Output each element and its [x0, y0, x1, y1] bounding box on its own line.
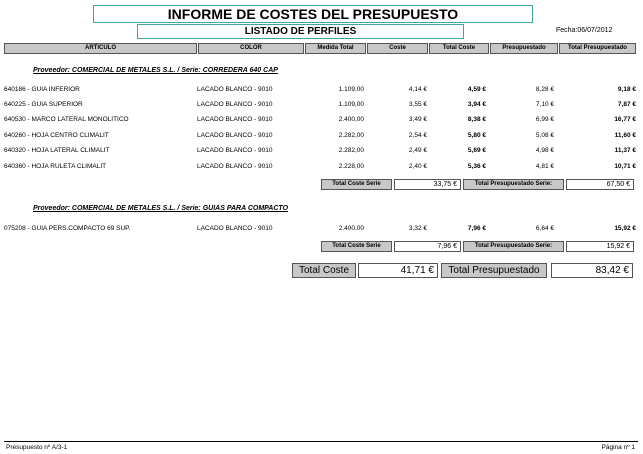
cell-coste: 3,55 €: [408, 101, 427, 108]
header-coste: Coste: [367, 43, 428, 54]
cell-presupuestado: 7,10 €: [535, 101, 554, 108]
total-coste-label: Total Coste: [292, 263, 356, 278]
cell-total-presupuestado: 10,71 €: [614, 163, 636, 170]
proveedor-heading: Proveedor: COMERCIAL DE METALES S.L. / Serie: CORREDERA 640 CAP: [33, 67, 278, 74]
cell-total-coste: 3,94 €: [467, 101, 486, 108]
total-presupuestado-serie-value: 15,92 €: [566, 241, 634, 252]
cell-coste: 2,54 €: [408, 132, 427, 139]
cell-total-presupuestado: 9,18 €: [617, 86, 636, 93]
cell-medida: 2.228,00: [338, 163, 364, 170]
cell-presupuestado: 4,81 €: [535, 163, 554, 170]
footer-divider: [4, 441, 638, 442]
cell-coste: 2,40 €: [408, 163, 427, 170]
header-total-coste: Total Coste: [429, 43, 489, 54]
cell-color: LACADO BLANCO - 9010: [197, 86, 273, 93]
cell-medida: 2.400,00: [338, 116, 364, 123]
cell-articulo: 640260 - HOJA CENTRO CLIMALIT: [4, 132, 109, 139]
total-presupuestado-value: 83,42 €: [551, 263, 633, 278]
cell-total-coste: 8,38 €: [467, 116, 486, 123]
footer-pagina: Página nº 1: [601, 444, 635, 451]
header-presupuestado: Presupuestado: [490, 43, 558, 54]
total-presupuestado-serie-label: Total Presupuestado Serie:: [463, 179, 564, 190]
total-presupuestado-label: Total Presupuestado: [441, 263, 547, 278]
cell-total-coste: 7,96 €: [467, 225, 486, 232]
cell-color: LACADO BLANCO - 9010: [197, 116, 273, 123]
proveedor-heading: Proveedor: COMERCIAL DE METALES S.L. / Serie: GUIAS PARA COMPACTO: [33, 205, 289, 212]
cell-presupuestado: 8,28 €: [535, 86, 554, 93]
cell-color: LACADO BLANCO - 9010: [197, 101, 273, 108]
cell-articulo: 075208 - GUIA PERS.COMPACTO 69 SUP.: [4, 225, 131, 232]
table-row: [4, 101, 638, 111]
header-medida-total: Medida Total: [305, 43, 366, 54]
cell-medida: 1.109,00: [338, 101, 364, 108]
total-coste-serie-value: 7,96 €: [394, 241, 461, 252]
table-row: [4, 147, 638, 157]
cell-color: LACADO BLANCO - 9010: [197, 225, 273, 232]
table-row: [4, 163, 638, 173]
header-articulo: ARTICULO: [4, 43, 197, 54]
cell-color: LACADO BLANCO - 9010: [197, 132, 273, 139]
header-total-presupuestado: Total Presupuestado: [559, 43, 636, 54]
cell-presupuestado: 6,99 €: [535, 116, 554, 123]
cell-presupuestado: 5,08 €: [535, 132, 554, 139]
table-row: [4, 225, 638, 235]
cell-medida: 1.109,00: [338, 86, 364, 93]
total-coste-serie-value: 33,75 €: [394, 179, 461, 190]
footer-presupuesto: Presupuesto nº A/3-1: [6, 444, 68, 451]
cell-coste: 4,14 €: [408, 86, 427, 93]
total-presupuestado-serie-label: Total Presupuestado Serie:: [463, 241, 564, 252]
header-color: COLOR: [198, 43, 304, 54]
table-row: [4, 132, 638, 142]
cell-total-coste: 5,69 €: [467, 147, 486, 154]
cell-color: LACADO BLANCO - 9010: [197, 147, 273, 154]
column-header-row: [4, 43, 638, 54]
table-row: [4, 116, 638, 126]
cell-articulo: 640225 - GUIA SUPERIOR: [4, 101, 83, 108]
cell-color: LACADO BLANCO - 9010: [197, 163, 273, 170]
cell-total-coste: 5,80 €: [467, 132, 486, 139]
total-presupuestado-serie-value: 67,50 €: [566, 179, 634, 190]
report-title: INFORME DE COSTES DEL PRESUPUESTO: [93, 5, 533, 23]
cell-presupuestado: 6,64 €: [535, 225, 554, 232]
total-coste-serie-label: Total Coste Serie: [321, 179, 392, 190]
cell-medida: 2.282,00: [338, 147, 364, 154]
total-coste-value: 41,71 €: [358, 263, 438, 278]
cell-total-coste: 5,36 €: [467, 163, 486, 170]
cell-articulo: 640186 - GUIA INFERIOR: [4, 86, 80, 93]
cell-total-presupuestado: 7,87 €: [617, 101, 636, 108]
cell-total-presupuestado: 11,37 €: [614, 147, 636, 154]
cell-presupuestado: 4,98 €: [535, 147, 554, 154]
cell-articulo: 640530 - MARCO LATERAL MONOLITICO: [4, 116, 129, 123]
cell-medida: 2.282,00: [338, 132, 364, 139]
cell-articulo: 640360 - HOJA RULETA CLIMALIT: [4, 163, 107, 170]
report-date: Fecha:06/07/2012: [556, 27, 613, 34]
table-row: [4, 86, 638, 96]
cell-total-presupuestado: 11,60 €: [614, 132, 636, 139]
cell-articulo: 640320 - HOJA LATERAL CLIMALIT: [4, 147, 110, 154]
cell-medida: 2.400,00: [338, 225, 364, 232]
cell-coste: 3,49 €: [408, 116, 427, 123]
total-coste-serie-label: Total Coste Serie: [321, 241, 392, 252]
cell-total-coste: 4,59 €: [467, 86, 486, 93]
cell-coste: 3,32 €: [408, 225, 427, 232]
cell-coste: 2,49 €: [408, 147, 427, 154]
cell-total-presupuestado: 16,77 €: [614, 116, 636, 123]
report-subtitle: LISTADO DE PERFILES: [137, 24, 464, 39]
cell-total-presupuestado: 15,92 €: [614, 225, 636, 232]
